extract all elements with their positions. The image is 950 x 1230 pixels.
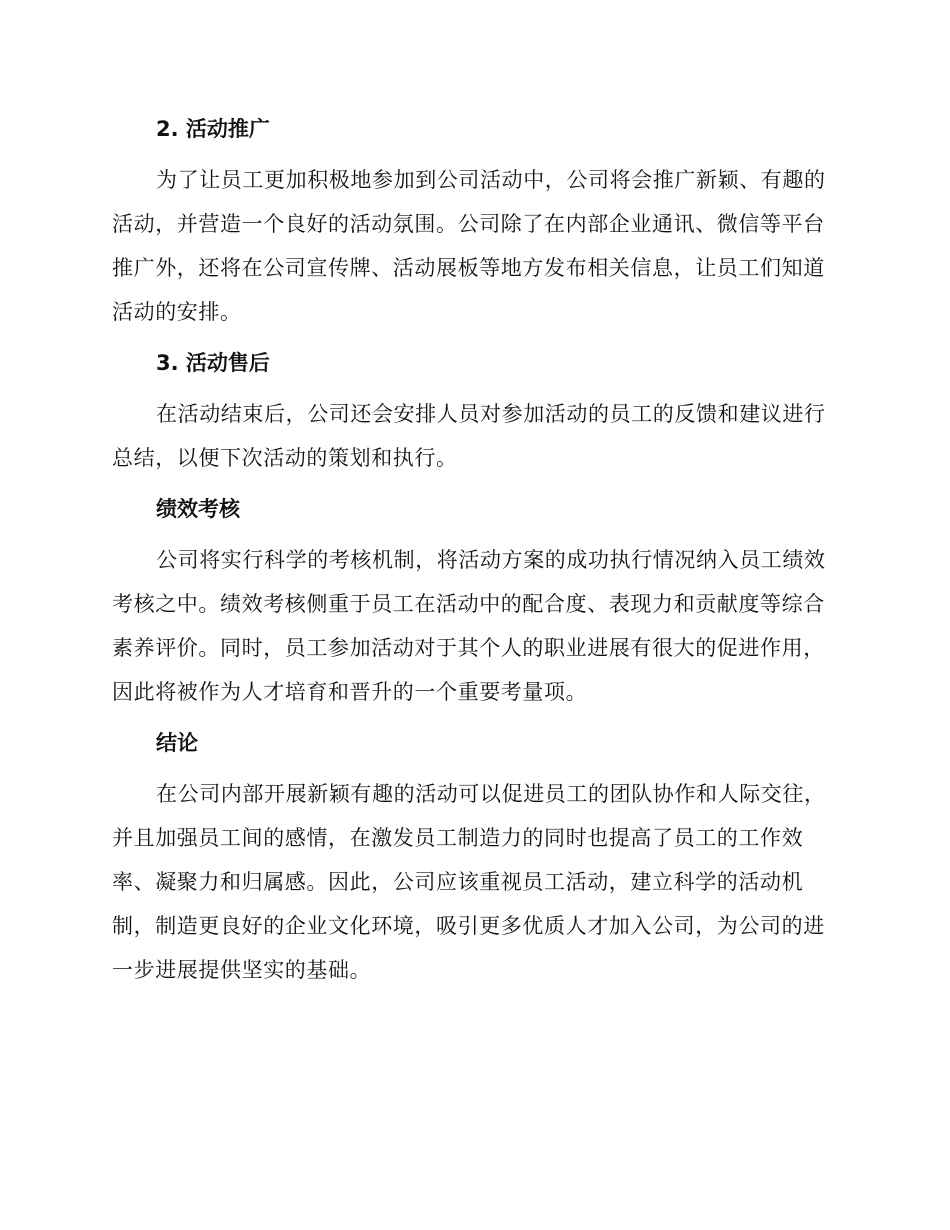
section-heading-activity-promotion: 2. 活动推广 [156, 117, 270, 141]
section-heading-activity-aftersales: 3. 活动售后 [156, 351, 270, 375]
section-heading-performance-review: 绩效考核 [156, 497, 240, 521]
section-paragraph-activity-aftersales: 在活动结束后，公司还会安排人员对参加活动的员工的反馈和建议进行总结，以便下次活动的策划和执行。 [112, 402, 826, 470]
section-paragraph-conclusion: 在公司内部开展新颖有趣的活动可以促进员工的团队协作和人际交往，并且加强员工间的感情，在激发员工制造力的同时也提高了员工的工作效率、凝聚力和归属感。因此，公司应该重视员工活动，建立科学的活动机制，制造更良好的企业文化环境，吸引更多优质人才加入公司，为公司的进一步进展提供坚实的基础。 [112, 782, 826, 982]
document-page [112, 108, 832, 1000]
section-paragraph-performance-review: 公司将实行科学的考核机制，将活动方案的成功执行情况纳入员工绩效考核之中。绩效考核侧重于员工在活动中的配合度、表现力和贡献度等综合素养评价。同时，员工参加活动对于其个人的职业进展有很大的促进作用，因此将被作为人才培育和晋升的一个重要考量项。 [112, 548, 826, 704]
section-paragraph-activity-promotion: 为了让员工更加积极地参加到公司活动中，公司将会推广新颖、有趣的活动，并营造一个良好的活动氛围。公司除了在内部企业通讯、微信等平台推广外，还将在公司宣传牌、活动展板等地方发布相关信息，让员工们知道活动的安排。 [112, 168, 826, 324]
section-heading-conclusion: 结论 [156, 731, 198, 755]
